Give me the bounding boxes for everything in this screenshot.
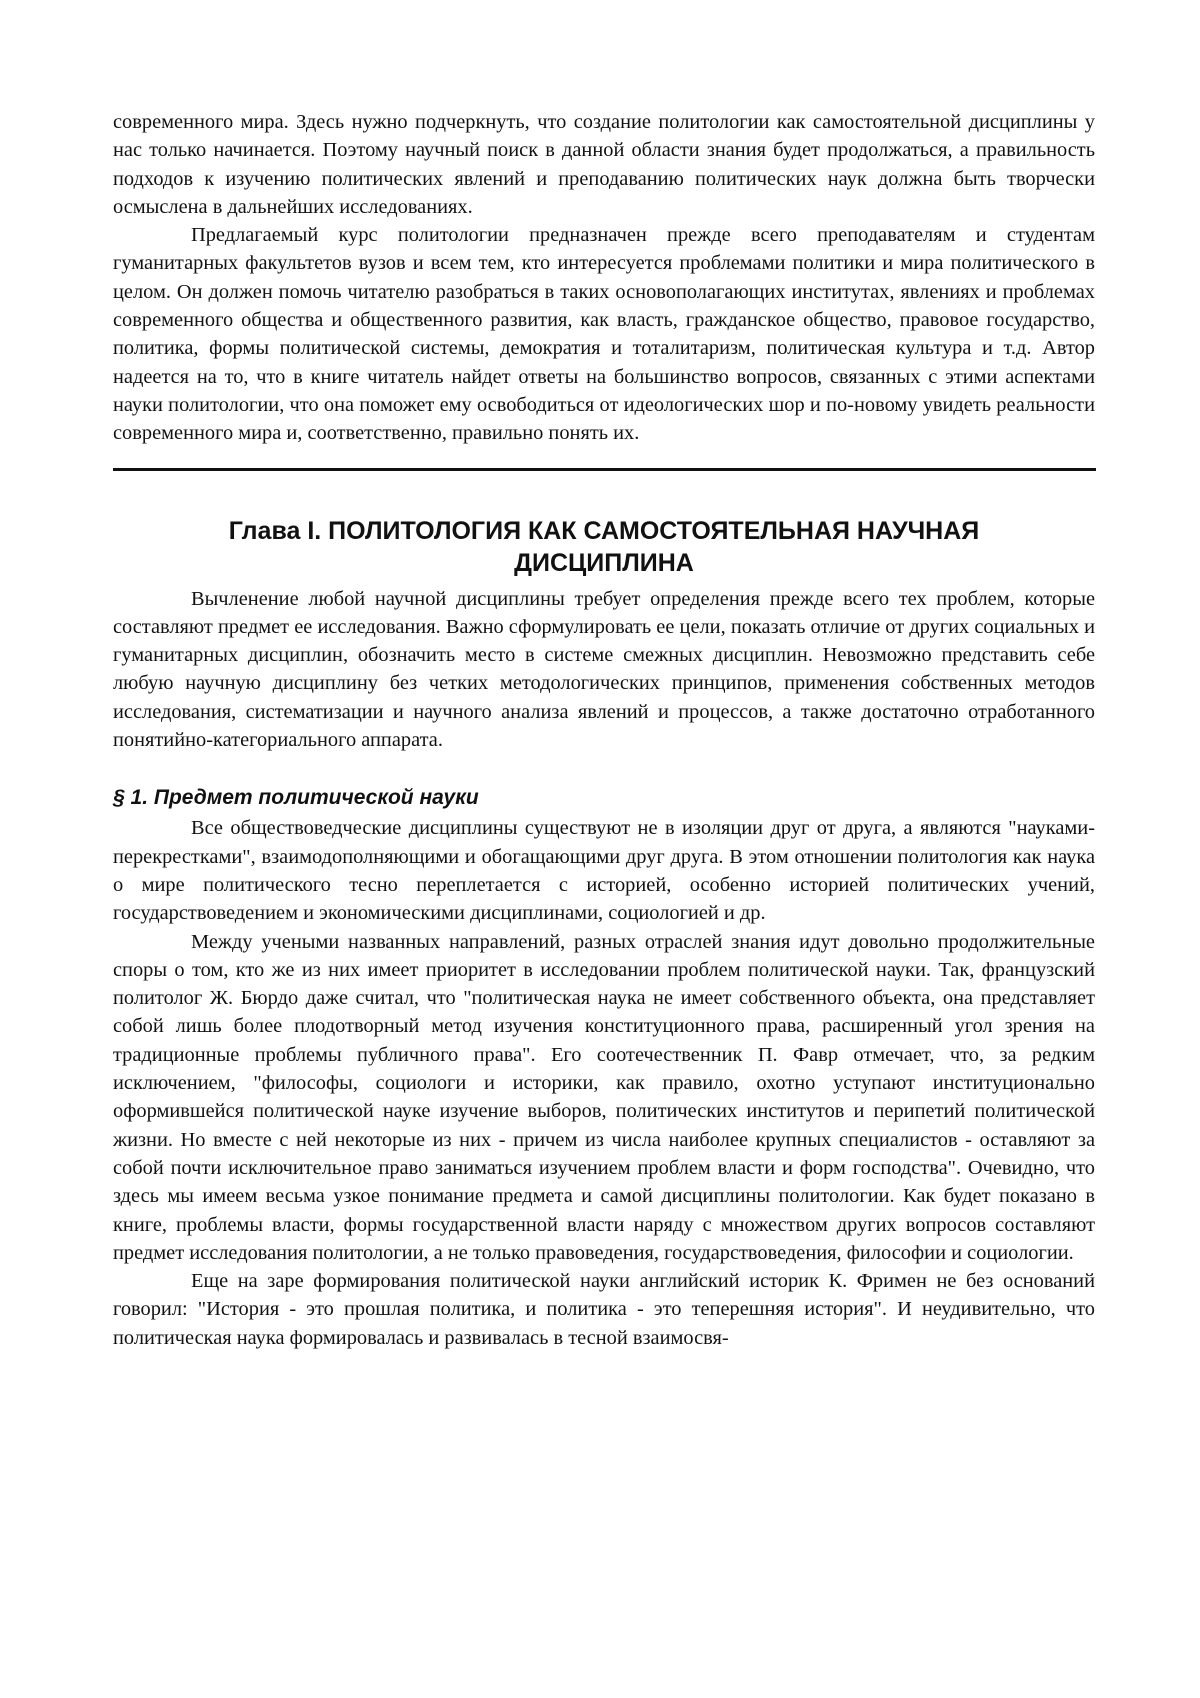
document-page	[113, 108, 1095, 1352]
section-heading: § 1. Предмет политической науки	[113, 786, 479, 810]
section-paragraph-3: Еще на заре формирования политической науки английский историк К. Фримен не без оснований говорил: "История - это прошлая политика, и политика - это теперешняя история". И неудивительно, что политическая наука формировалась и развивалась в тесной взаимосвя-	[113, 1270, 1095, 1349]
intro-paragraph-2: Предлагаемый курс политологии предназначен прежде всего преподавателям и студентам гуманитарных факультетов вузов и всем тем, кто интересуется проблемами политики и мира политического в целом. Он должен помочь читателю разобраться в таких основополагающих институтах, явлениях и проблемах современного общества и общественного развития, как власть, гражданское общество, правовое государство, политика, формы политической системы, демократия и тоталитаризм, политическая культура и т.д. Автор надеется на то, что в книге читатель найдет ответы на большинство вопросов, связанных с этими аспектами науки политологии, что она поможет ему освободиться от идеологических шор и по-новому увидеть реальности современного мира и, соответственно, правильно понять их.	[113, 224, 1095, 445]
intro-paragraph-1: современного мира. Здесь нужно подчеркнуть, что создание политологии как самостоятельной дисциплины у нас только начинается. Поэтому научный поиск в данной области знания будет продолжаться, а правильность подходов к изучению политических явлений и преподаванию политических наук должна быть творчески осмыслена в дальнейших исследованиях.	[113, 111, 1095, 218]
section-paragraph-2: Между учеными названных направлений, разных отраслей знания идут довольно продолжительные споры о том, кто же из них имеет приоритет в исследовании проблем политической науки. Так, французский политолог Ж. Бюрдо даже считал, что "политическая наука не имеет собственного объекта, она представляет собой лишь более плодотворный метод изучения конституционного права, расширенный угол зрения на традиционные проблемы публичного права". Его соотечественник П. Фавр отмечает, что, за редким исключением, "философы, социологи и историки, как правило, охотно уступают институционально оформившейся политической науке изучение выборов, политических институтов и перипетий политической жизни. Но вместе с ней некоторые из них - причем из числа наиболее крупных специалистов - оставляют за собой почти исключительное право заниматься изучением проблем власти и форм господства". Очевидно, что здесь мы имеем весьма узкое понимание предмета и самой дисциплины политологии. Как будет показано в книге, проблемы власти, формы государственной власти наряду с множеством других вопросов составляют предмет исследования политологии, а не только правоведения, государствоведения, философии и социологии.	[113, 930, 1095, 1264]
chapter-paragraph-1: Вычленение любой научной дисциплины требует определения прежде всего тех проблем, которые составляют предмет ее исследования. Важно сформулировать ее цели, показать отличие от других социальных и гуманитарных дисциплин, обозначить место в системе смежных дисциплин. Невозможно представить себе любую научную дисциплину без четких методологических принципов, применения собственных методов исследования, систематизации и научного анализа явлений и процессов, а также достаточно отработанного понятийно-категориального аппарата.	[113, 587, 1095, 752]
section-paragraph-1: Все обществоведческие дисциплины существуют не в изоляции друг от друга, а являются "науками-перекрестками", взаимодополняющими и обогащающими друг друга. В этом отношении политология как наука о мире политического тесно переплетается с историей, особенно историей политических учений, государствоведением и экономическими дисциплинами, социологией и др.	[113, 817, 1095, 925]
chapter-title: Глава I. ПОЛИТОЛОГИЯ КАК САМОСТОЯТЕЛЬНАЯ НАУЧНАЯ ДИСЦИПЛИНА	[228, 516, 980, 577]
horizontal-divider	[113, 468, 1096, 471]
